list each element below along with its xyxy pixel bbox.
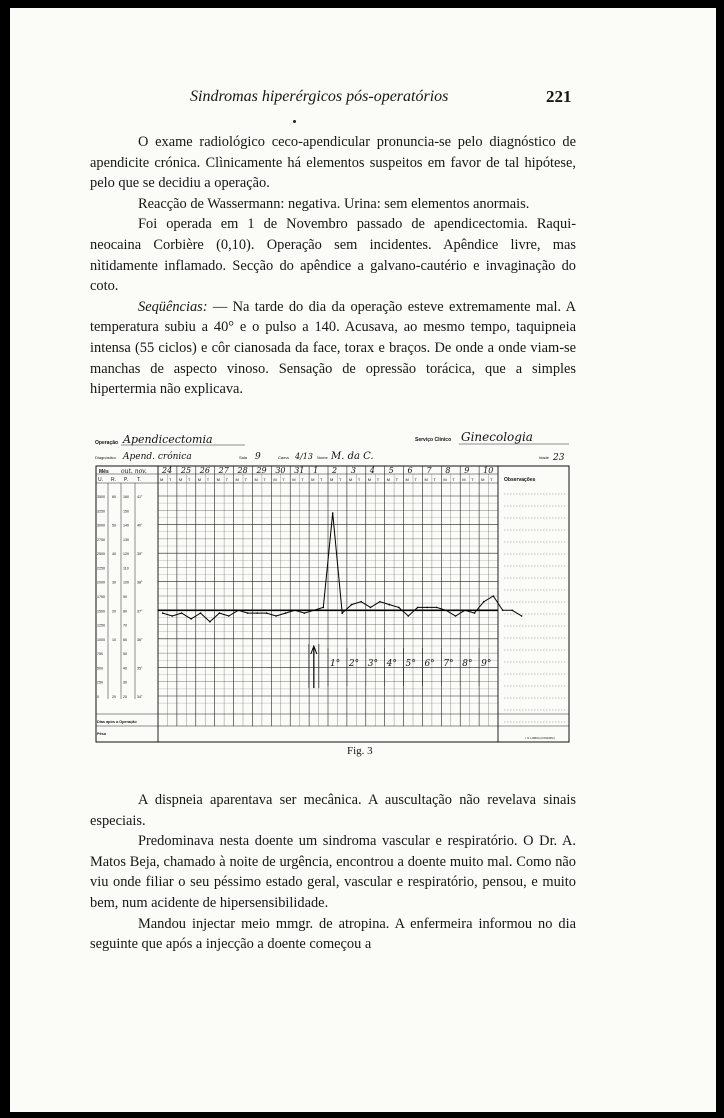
temp-tick: 34° xyxy=(137,695,143,699)
day-label: 7 xyxy=(426,466,432,475)
temperature-point xyxy=(483,601,485,603)
temperature-point xyxy=(238,610,240,612)
temperature-point xyxy=(200,612,202,614)
temperature-point xyxy=(398,607,400,609)
urine-tick: 2250 xyxy=(97,566,105,571)
sequencias-text: — Na tarde do dia da operação esteve extremamente mal. A temperatura subiu a 40° e o pulso a 140. Acusava, ao mesmo tempo, taquipneia intensa (55 ciclos) e côr cianosada da face, torax e braços. De onde a onde viam-se manchas de aspecto vinoso. Sensação de opressão torácica, que a simples hipertermia não explicava. xyxy=(90,298,576,398)
subcolumn-label: T xyxy=(187,477,191,482)
subcolumn-label: M xyxy=(273,477,277,482)
subcolumn-label: M xyxy=(462,477,466,482)
temperature-point xyxy=(370,607,372,609)
paragraph: Reacção de Wassermann: negativa. Urina: sem elementos anormais. xyxy=(138,195,530,212)
postop-day-label: 2° xyxy=(348,659,360,669)
temperature-point xyxy=(304,612,306,614)
subcolumn-label: M xyxy=(178,477,183,482)
bottom-text-block xyxy=(90,790,576,955)
temperature-point xyxy=(351,604,353,606)
subcolumn-label: M xyxy=(367,477,372,482)
temperature-point xyxy=(445,610,447,612)
col-header: P. xyxy=(124,477,129,483)
temperature-point xyxy=(474,612,476,614)
pulse-tick: 110 xyxy=(123,566,129,571)
cama-value: 4/13 xyxy=(295,452,313,461)
urine-tick: 1250 xyxy=(97,623,105,628)
temperature-point xyxy=(417,607,419,609)
paragraph: Mandou injectar meio mmgr. de atropina. A enfermeira informou no dia seguinte que após a injecção a doente começou a xyxy=(90,915,576,953)
subcolumn-label: T xyxy=(244,477,247,482)
subcolumn-label: M xyxy=(330,477,334,482)
subcolumn-label: T xyxy=(471,477,474,482)
pulse-tick: 60 xyxy=(123,637,127,642)
urine-tick: 2750 xyxy=(97,537,105,542)
temp-tick: 38° xyxy=(137,580,143,585)
pulse-tick: 90 xyxy=(123,595,127,599)
urine-tick: 3250 xyxy=(97,509,105,514)
temperature-point xyxy=(275,615,277,617)
pulse-tick: 40 xyxy=(123,666,127,671)
urine-tick: 250 xyxy=(97,680,103,685)
subcolumn-label: M xyxy=(197,477,202,482)
subcolumn-label: T xyxy=(490,477,493,482)
observacoes-label: Observações xyxy=(504,477,536,483)
subcolumn-label: T xyxy=(395,477,399,482)
day-label: 10 xyxy=(483,466,494,475)
resp-tick: 50 xyxy=(112,523,116,528)
temperature-point xyxy=(171,615,173,617)
operacao-label: Operação xyxy=(95,440,119,446)
subcolumn-label: M xyxy=(348,477,353,482)
day-label: 8 xyxy=(445,466,451,475)
subcolumn-label: M xyxy=(235,477,239,482)
subcolumn-label: T xyxy=(376,477,380,482)
postop-day-label: 6° xyxy=(424,659,435,669)
urine-tick: 1000 xyxy=(97,637,105,642)
resp-tick: 40 xyxy=(112,552,116,557)
subcolumn-label: T xyxy=(320,477,323,482)
servico-label: Serviço Clínico xyxy=(415,437,452,443)
running-header: Sindromas hiperérgicos pós-operatórios xyxy=(190,88,449,105)
temperature-point xyxy=(219,612,221,614)
resp-tick: 20 xyxy=(112,695,116,699)
temperature-point xyxy=(493,595,495,597)
nome-value: M. da C. xyxy=(331,451,374,462)
paragraph: O exame radiológico ceco-apendicular pronuncia-se pelo diagnóstico de apendicite crónica. Clìnicamente há elementos suspeitos em favor de tal hipótese, pelo que se decidiu a operação. xyxy=(90,134,576,192)
figure-caption: Fig. 3 xyxy=(347,745,373,757)
temperature-point xyxy=(209,621,211,623)
day-label: 1 xyxy=(313,466,319,475)
pulse-tick: 100 xyxy=(123,580,129,585)
subcolumn-label: T xyxy=(414,477,417,482)
temperature-point xyxy=(436,607,438,609)
subcolumn-label: M xyxy=(311,477,315,482)
subcolumn-label: M xyxy=(386,477,391,482)
temperature-point xyxy=(162,612,164,614)
postop-day-label: 8° xyxy=(462,659,473,669)
day-label: 25 xyxy=(180,466,192,475)
peso-label: Pêso xyxy=(97,732,107,736)
paragraph: Foi operada em 1 de Novembro passado de apendicectomia. Raqui-neocaina Corbière (0,10). Operação sem incidentes. Apêndice livre, mas nìtidamente inflamado. Secção do apêndice a galvano-cautério e invaginação do coto. xyxy=(90,216,576,295)
subcolumn-label: M xyxy=(160,477,164,482)
idade-value: 23 xyxy=(553,453,565,463)
temperature-point xyxy=(228,615,230,617)
mes-label: Mês xyxy=(99,469,109,475)
urine-tick: 1750 xyxy=(97,595,105,599)
temperature-point xyxy=(426,607,428,609)
pulse-tick: 20 xyxy=(123,695,127,699)
page-number: 221 xyxy=(546,87,572,106)
day-label: 4 xyxy=(369,466,375,475)
postop-day-label: 9° xyxy=(481,659,492,669)
printer-mark xyxy=(293,120,296,123)
subcolumn-label: T xyxy=(282,477,285,482)
temperature-point xyxy=(455,615,457,617)
temp-tick: 40° xyxy=(137,523,143,528)
temperature-point xyxy=(511,610,513,612)
temperature-point xyxy=(464,610,466,612)
temperature-point xyxy=(332,512,334,514)
postop-day-label: 7° xyxy=(443,659,454,669)
book-page xyxy=(10,8,716,1112)
day-label: 3 xyxy=(350,466,356,475)
postop-day-label: 1° xyxy=(330,659,341,669)
day-label: 5 xyxy=(388,466,394,475)
sala-value: 9 xyxy=(255,452,261,462)
paragraph-sequencias xyxy=(90,297,576,400)
footer-mark: I. N. LISBOA (CONFIRM.) xyxy=(525,737,555,740)
top-text-block xyxy=(90,132,576,400)
subcolumn-label: T xyxy=(338,477,342,482)
day-label: 2 xyxy=(332,466,338,475)
day-label: 31 xyxy=(294,466,305,475)
subcolumn-label: T xyxy=(357,477,361,482)
subcolumn-label: M xyxy=(443,477,447,482)
urine-tick: 3500 xyxy=(97,495,105,499)
temperature-point xyxy=(256,612,258,614)
urine-tick: 500 xyxy=(97,666,103,671)
temperature-point xyxy=(313,610,315,612)
col-header: U. xyxy=(98,477,103,483)
temp-tick: 39° xyxy=(137,552,143,557)
temp-tick: 41° xyxy=(137,495,143,499)
temperature-point xyxy=(266,612,268,614)
mes-value: out. nov. xyxy=(121,468,147,475)
urine-tick: 750 xyxy=(97,652,103,657)
diagnostico-value: Apend. crónica xyxy=(123,452,192,462)
cama-label: Cama xyxy=(278,455,289,460)
temp-tick: 37° xyxy=(137,609,143,614)
day-label: 9 xyxy=(464,466,470,475)
postop-day-label: 5° xyxy=(405,659,416,669)
paragraph: Predominava nesta doente um sindroma vascular e respiratório. O Dr. A. Matos Beja, chamado à noite de urgência, encontrou a doente muito mal. Como não viu onde filiar o seu péssimo estado geral, vascular e respiratório, pensou, e muito bem, num acidente de hipersensibilidade. xyxy=(90,833,576,911)
subcolumn-label: T xyxy=(168,477,172,482)
subcolumn-label: T xyxy=(206,477,210,482)
pulse-tick: 130 xyxy=(123,537,129,542)
subcolumn-label: T xyxy=(452,477,455,482)
temp-tick: 36° xyxy=(137,637,143,642)
subcolumn-label: T xyxy=(263,477,266,482)
postop-day-label: 4° xyxy=(386,659,397,669)
day-label: 26 xyxy=(199,466,210,475)
temperature-point xyxy=(521,615,523,617)
operacao-value: Apendicectomia xyxy=(123,433,213,446)
pulse-tick: 70 xyxy=(123,623,127,628)
urine-tick: 2500 xyxy=(97,552,105,557)
pulse-tick: 80 xyxy=(123,609,127,614)
temperature-point xyxy=(323,607,325,609)
postop-day-label: 3° xyxy=(367,659,379,669)
servico-value: Ginecologia xyxy=(461,430,533,444)
temperature-point xyxy=(389,604,391,606)
subcolumn-label: T xyxy=(301,477,304,482)
temperature-point xyxy=(379,601,381,603)
day-label: 27 xyxy=(218,466,229,475)
sala-label: Sala xyxy=(239,455,248,460)
subcolumn-label: M xyxy=(405,477,409,482)
temperature-point xyxy=(341,612,343,614)
subcolumn-label: M xyxy=(481,477,485,482)
pulse-tick: 150 xyxy=(123,509,129,514)
temperature-point xyxy=(190,618,192,620)
col-header: R. xyxy=(111,477,116,483)
dias-label: Dias após a Operação xyxy=(97,720,137,724)
temperature-point xyxy=(360,601,362,603)
urine-tick: 2000 xyxy=(97,580,105,585)
urine-tick: 0 xyxy=(97,695,99,699)
pulse-tick: 30 xyxy=(123,680,127,685)
day-label: 6 xyxy=(407,466,413,475)
day-label: 30 xyxy=(275,466,286,475)
resp-tick: 10 xyxy=(112,637,116,642)
day-label: 24 xyxy=(162,466,173,475)
nome-label: Nome xyxy=(317,455,328,460)
subcolumn-label: T xyxy=(225,477,229,482)
temp-tick: 35° xyxy=(137,666,143,671)
temperature-point xyxy=(294,610,296,612)
urine-tick: 1500 xyxy=(97,609,105,614)
resp-tick: 20 xyxy=(112,609,116,614)
idade-label: Idade xyxy=(539,455,550,460)
day-label: 29 xyxy=(256,466,267,475)
pulse-tick: 120 xyxy=(123,552,129,557)
temperature-point xyxy=(502,610,504,612)
day-label: 28 xyxy=(237,466,248,475)
resp-tick: 60 xyxy=(112,495,116,499)
temperature-chart xyxy=(95,426,565,746)
col-header: T. xyxy=(137,477,141,483)
subcolumn-label: M xyxy=(216,477,221,482)
subcolumn-label: T xyxy=(433,477,436,482)
subcolumn-label: M xyxy=(292,477,296,482)
paragraph: A dispneia aparentava ser mecânica. A auscultação não revelava sinais especiais. xyxy=(90,792,576,829)
sequencias-label: Seqüências: xyxy=(138,298,208,315)
temperature-point xyxy=(285,612,287,614)
subcolumn-label: M xyxy=(254,477,258,482)
pulse-tick: 160 xyxy=(123,495,129,499)
urine-tick: 3000 xyxy=(97,523,105,528)
pulse-tick: 50 xyxy=(123,652,127,657)
temperature-point xyxy=(408,615,410,617)
pulse-tick: 140 xyxy=(123,523,129,528)
temperature-point xyxy=(181,612,183,614)
subcolumn-label: M xyxy=(424,477,428,482)
diagnostico-label: Diagnóstico xyxy=(95,455,116,460)
resp-tick: 30 xyxy=(112,580,116,585)
temperature-point xyxy=(247,612,249,614)
